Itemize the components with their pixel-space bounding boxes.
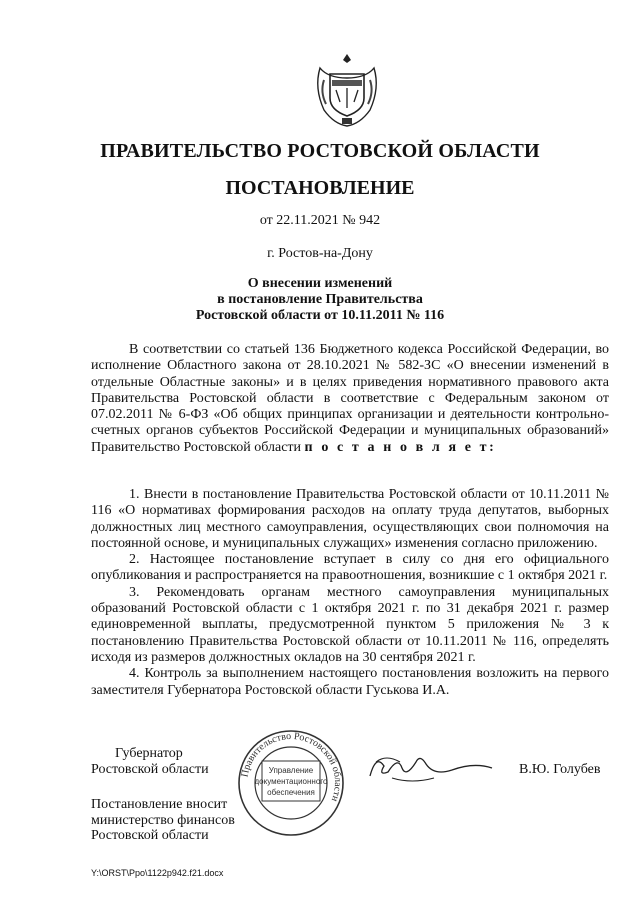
stamp-line: Управление	[268, 766, 314, 775]
signatory-title-line: Губернатор	[115, 746, 183, 761]
signatory-name: В.Ю. Голубев	[519, 762, 601, 777]
stamp-ring-text: Правительство Ростовской области	[239, 730, 344, 803]
decree-item: 1. Внести в постановление Правительства Ростовской области от 10.11.2011 № 116 «О нормативах формирования расходов на оплату труда депутатов, выборных должностных лиц местного самоуправления, осуществляющих свои полномочия на постоянной основе, и муниципальных служащих» изменения согласно приложению.	[91, 487, 609, 551]
coat-of-arms-emblem	[312, 50, 382, 130]
handwritten-signature	[362, 748, 502, 788]
city-line: г. Ростов-на-Дону	[267, 246, 373, 261]
subject-line: О внесении изменений	[247, 276, 393, 291]
official-stamp	[226, 728, 356, 838]
stamp-line: документационного	[254, 777, 328, 786]
submitted-by-block	[91, 797, 235, 844]
document-type-title: ПОСТАНОВЛЕНИЕ	[225, 177, 415, 199]
signatory-title	[91, 746, 209, 778]
decree-word: п о с т а н о в л я е т:	[304, 439, 497, 455]
signatory-title-line: Ростовской области	[91, 762, 209, 777]
subject-line: в постановление Правительства	[217, 292, 423, 307]
submitted-by-line: министерство финансов	[91, 812, 235, 828]
preamble-paragraph	[91, 342, 609, 456]
submitted-by-line: Ростовской области	[91, 828, 209, 843]
file-path: Y:\ORST\Ppo\1122p942.f21.docx	[91, 868, 224, 878]
decree-item: 4. Контроль за выполнением настоящего постановления возложить на первого заместителя Губернатора Ростовской области Гуськова И.А.	[91, 666, 609, 698]
decree-items	[91, 487, 609, 699]
subject-line: Ростовской области от 10.11.2011 № 116	[195, 308, 445, 323]
decree-item: 2. Настоящее постановление вступает в силу со дня его официального опубликования и распространяется на правоотношения, возникшие с 1 октября 2021 г.	[91, 552, 609, 584]
document-date-number: от 22.11.2021 № 942	[259, 213, 381, 228]
document-subject	[0, 276, 640, 324]
stamp-line: обеспечения	[267, 788, 315, 797]
preamble-text: В соответствии со статьей 136 Бюджетного кодекса Российской Федерации, во исполнение Областного закона от 28.10.2021 № 582-ЗС «О внесении изменений в отдельные Областные законы» и в целях приведения нормативного правового акта Правительства Ростовской области в соответствие с Федеральным законом от 07.02.2011 № 6-ФЗ «Об общих принципах организации и деятельности контрольно-счетных органов субъектов Российской Федерации и муниципальных образований» Правительство Ростовской области	[91, 342, 609, 455]
submitted-by-line: Постановление вносит	[91, 797, 228, 812]
decree-item: 3. Рекомендовать органам местного самоуправления муниципальных образований Ростовской области с 1 октября 2021 г. по 31 декабря 2021 г. размер единовременной выплаты, предусмотренной пунктом 5 приложения № 3 к постановлению Правительства Ростовской области от 10.11.2011 № 116, определять исходя из размеров должностных окладов на 30 сентября 2021 г.	[91, 584, 609, 665]
organization-title: ПРАВИТЕЛЬСТВО РОСТОВСКОЙ ОБЛАСТИ	[100, 140, 540, 162]
